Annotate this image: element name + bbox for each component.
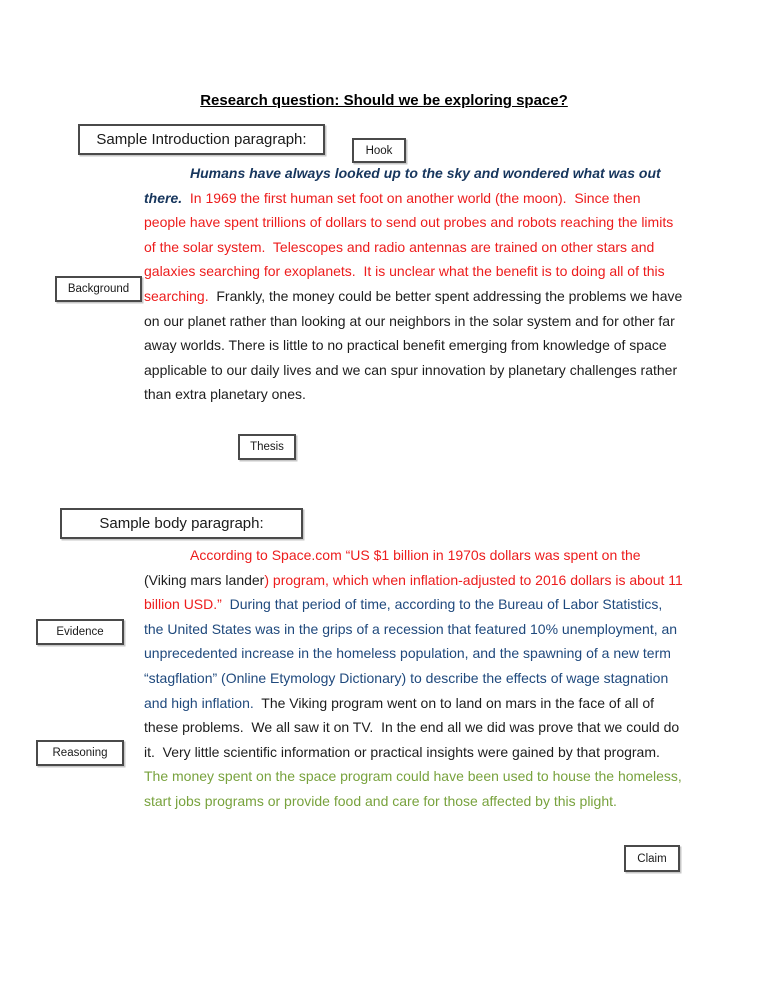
text-run-red: According to Space.com “US $1 billion in 1970s dollars was spent on the [190,547,645,563]
text-run-red: ) program, which when inflation-adjusted to 2016 dollars is about 11 billion USD.” [144,571,687,613]
text-run-blue: During that period of time, according to the Bureau of Labor Statistics, the United States was in the grips of a recession that featured 10% unemployment, an unprecedented increase in the homeless population, and the spawning of a new term “stagflation” (Online Etymology Dictionary) to describe the effects of wage stagnation and high inflation. [144,596,681,711]
intro-label-box [78,124,325,155]
text-run-black: The Viking program went on to land on mars in the face of all of these problems. We all saw it on TV. In the end all we did was prove that we could do it. Very little scientific information or practical insights were gained by that program. [144,694,684,760]
background-label: Background [67,283,130,295]
claim-label: Claim [637,852,667,865]
thesis-label-box [238,434,296,460]
text-run-black: Frankly, the money could be better spent addressing the problems we have on our planet rather than looking at our neighbors in the solar system and for other far away worlds. There is little to no practical benefit emerging from knowledge of space applicable to our daily lives and we can spur innovation by planetary challenges rather than extra planetary ones. [144,287,687,403]
intro-paragraph [144,161,685,407]
text-run-black: (Viking mars lander [144,571,265,588]
text-run-green: The money spent on the space program could have been used to house the homeless, start jobs programs or provide food and care for those affected by this plight. [144,743,686,809]
text-run-hook: Humans have always looked up to the sky and wondered what was out there. [144,165,665,206]
text-run-red: In 1969 the first human set foot on another world (the moon). Since then people have spent trillions of dollars to send out probes and robots reaching the limits of the solar system. Telescopes and radio antennas are trained on other stars and galaxies searching for exoplanets. It is unclear what the benefit is to doing all of this searching. [144,189,678,304]
body-label: Sample body paragraph: [99,515,264,532]
reasoning-label: Reasoning [52,747,108,759]
claim-label-box [624,845,680,872]
thesis-label: Thesis [250,441,284,453]
intro-label: Sample Introduction paragraph: [96,131,307,148]
page-title: Research question: Should we be exploring space? [200,92,568,109]
reasoning-label-box [36,740,124,766]
evidence-label-box [36,619,124,645]
evidence-label: Evidence [56,626,104,638]
body-label-box [60,508,303,539]
body-paragraph [144,543,685,814]
hook-label: Hook [365,144,393,157]
hook-label-box [352,138,406,163]
background-label-box [55,276,142,302]
